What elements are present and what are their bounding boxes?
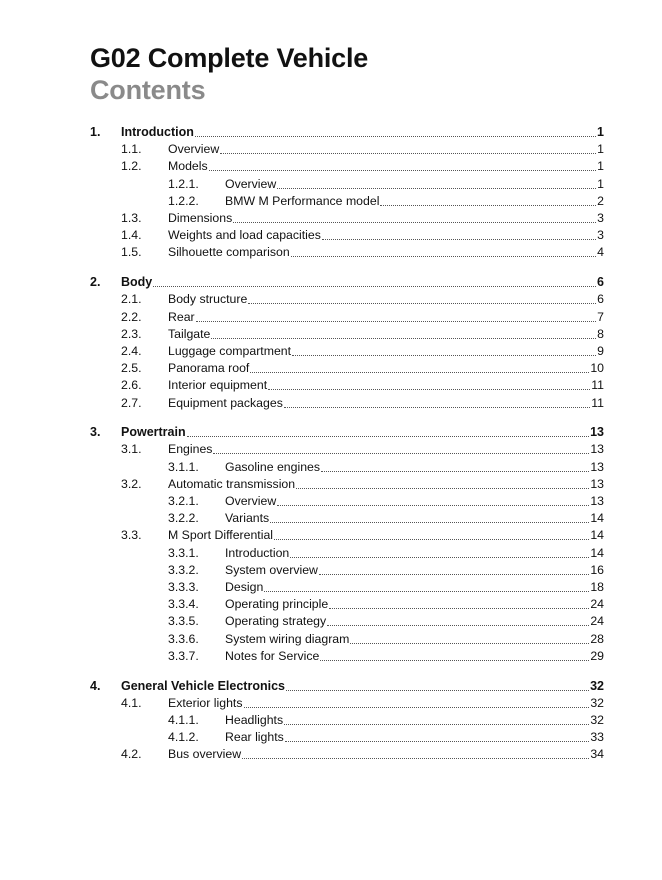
toc-entry-page: 28 bbox=[590, 631, 604, 646]
toc-entry[interactable] bbox=[0, 631, 604, 647]
toc-entry-label: Silhouette comparison bbox=[168, 245, 290, 260]
toc-entry-page: 29 bbox=[590, 648, 604, 663]
toc-entry[interactable] bbox=[0, 309, 604, 325]
toc-leader-dots bbox=[244, 706, 590, 708]
toc-entry-label: Overview bbox=[168, 142, 220, 157]
toc-leader-dots bbox=[211, 337, 596, 339]
toc-entry[interactable] bbox=[0, 158, 604, 174]
toc-entry[interactable] bbox=[0, 377, 604, 393]
toc-entry-page: 32 bbox=[590, 695, 604, 710]
toc-entry-number: 4.2. bbox=[121, 747, 142, 762]
toc-entry-number: 3.3.2. bbox=[168, 562, 199, 577]
toc-entry-page: 13 bbox=[590, 494, 604, 508]
toc-leader-dots bbox=[195, 135, 596, 137]
toc-entry-page: 34 bbox=[590, 747, 604, 762]
toc-entry[interactable] bbox=[0, 613, 604, 629]
toc-entry[interactable] bbox=[0, 596, 604, 612]
toc-entry-number: 2.7. bbox=[121, 395, 142, 410]
toc-entry-label: Gasoline engines bbox=[225, 459, 321, 474]
toc-entry-label: Panorama roof bbox=[168, 361, 250, 376]
toc-entry-page: 13 bbox=[590, 425, 604, 440]
toc-entry-number: 3.3.4. bbox=[168, 597, 199, 612]
toc-entry[interactable] bbox=[0, 441, 604, 457]
toc-entry-number: 4.1.1. bbox=[168, 712, 199, 727]
toc-entry-label: Tailgate bbox=[168, 326, 211, 341]
toc-leader-dots bbox=[285, 740, 590, 742]
toc-leader-dots bbox=[284, 723, 589, 725]
toc-entry-number: 1.1. bbox=[121, 142, 142, 157]
toc-entry-page: 32 bbox=[590, 678, 604, 693]
toc-entry[interactable] bbox=[0, 712, 604, 728]
toc-entry[interactable] bbox=[0, 326, 604, 342]
toc-leader-dots bbox=[277, 504, 589, 506]
toc-entry-number: 1.4. bbox=[121, 228, 142, 243]
toc-entry[interactable] bbox=[0, 360, 604, 376]
toc-entry[interactable] bbox=[0, 695, 604, 711]
toc-leader-dots bbox=[270, 521, 589, 523]
toc-entry[interactable] bbox=[0, 476, 604, 492]
toc-entry-page: 24 bbox=[590, 614, 604, 629]
contents-heading: Contents bbox=[90, 75, 206, 105]
toc-leader-dots bbox=[264, 590, 589, 592]
toc-entry[interactable] bbox=[0, 579, 604, 595]
toc-entry-number: 3.2.1. bbox=[168, 494, 199, 508]
toc-entry-page: 11 bbox=[591, 395, 604, 410]
toc-entry[interactable] bbox=[0, 527, 604, 543]
toc-entry-number: 1.3. bbox=[121, 211, 142, 225]
toc-entry-number: 4.1. bbox=[121, 695, 142, 710]
toc-leader-dots bbox=[274, 538, 589, 540]
toc-entry-label: Body bbox=[121, 275, 153, 290]
toc-entry[interactable] bbox=[0, 227, 604, 243]
toc-entry-page: 4 bbox=[597, 245, 604, 260]
toc-entry-page: 6 bbox=[597, 292, 604, 307]
toc-entry-number: 3.3.3. bbox=[168, 580, 199, 594]
toc-entry-label: Automatic transmission bbox=[168, 476, 296, 491]
toc-entry-label: Rear bbox=[168, 309, 195, 324]
toc-entry-number: 3.3. bbox=[121, 528, 142, 543]
toc-leader-dots bbox=[320, 659, 589, 661]
toc-entry-number: 3. bbox=[90, 425, 101, 440]
toc-entry[interactable] bbox=[0, 545, 604, 561]
toc-entry-number: 1.2.2. bbox=[168, 193, 199, 208]
toc-entry-label: Equipment packages bbox=[168, 395, 283, 410]
toc-entry[interactable] bbox=[0, 493, 604, 509]
toc-entry-page: 1 bbox=[597, 176, 604, 191]
toc-entry-label: System overview bbox=[225, 562, 318, 577]
toc-entry-page: 24 bbox=[590, 597, 604, 612]
toc-entry-label: Dimensions bbox=[168, 211, 233, 225]
toc-entry-label: Headlights bbox=[225, 712, 284, 727]
toc-entry-label: BMW M Performance model bbox=[225, 193, 380, 208]
toc-entry-page: 10 bbox=[590, 361, 604, 376]
toc-entry[interactable] bbox=[0, 244, 604, 260]
toc-entry-number: 3.1.1. bbox=[168, 459, 199, 474]
toc-leader-dots bbox=[286, 689, 589, 691]
toc-leader-dots bbox=[248, 302, 596, 304]
toc-leader-dots bbox=[319, 573, 589, 575]
toc-entry-label: General Vehicle Electronics bbox=[121, 678, 285, 693]
toc-entry-page: 11 bbox=[591, 378, 604, 393]
toc-entry-label: Exterior lights bbox=[168, 695, 243, 710]
toc-entry[interactable] bbox=[0, 678, 604, 694]
toc-entry-page: 32 bbox=[590, 712, 604, 727]
toc-entry-page: 13 bbox=[590, 442, 604, 457]
toc-entry-number: 4. bbox=[90, 678, 101, 693]
toc-leader-dots bbox=[213, 452, 589, 454]
toc-entry-label: Introduction bbox=[225, 545, 290, 560]
toc-entry-page: 3 bbox=[597, 228, 604, 243]
toc-entry-label: Introduction bbox=[121, 125, 194, 139]
toc-entry-number: 3.3.6. bbox=[168, 631, 199, 646]
toc-entry-number: 2.5. bbox=[121, 361, 142, 376]
toc-entry[interactable] bbox=[0, 343, 604, 359]
toc-entry-number: 3.2. bbox=[121, 476, 142, 491]
toc-entry[interactable] bbox=[0, 648, 604, 664]
toc-entry-number: 2.6. bbox=[121, 378, 142, 393]
toc-entry-page: 9 bbox=[597, 343, 604, 358]
toc-leader-dots bbox=[277, 187, 596, 189]
toc-leader-dots bbox=[268, 388, 590, 390]
toc-entry-number: 3.3.1. bbox=[168, 545, 199, 560]
toc-entry-page: 14 bbox=[590, 545, 604, 560]
toc-entry-number: 2.2. bbox=[121, 309, 142, 324]
toc-leader-dots bbox=[153, 285, 596, 287]
toc-entry-page: 1 bbox=[597, 125, 604, 139]
toc-entry[interactable] bbox=[0, 424, 604, 440]
toc-leader-dots bbox=[290, 556, 589, 558]
toc-leader-dots bbox=[321, 470, 589, 472]
toc-entry-page: 2 bbox=[597, 193, 604, 208]
toc-entry-label: Rear lights bbox=[225, 730, 284, 745]
toc-leader-dots bbox=[322, 238, 596, 240]
toc-entry-page: 7 bbox=[597, 309, 604, 324]
toc-entry-number: 1.2.1. bbox=[168, 176, 199, 191]
toc-entry-number: 3.2.2. bbox=[168, 511, 199, 526]
toc-entry-label: Body structure bbox=[168, 292, 248, 307]
toc-leader-dots bbox=[196, 320, 597, 322]
toc-entry[interactable] bbox=[0, 459, 604, 475]
toc-leader-dots bbox=[284, 406, 590, 408]
toc-leader-dots bbox=[296, 487, 589, 489]
toc-entry-number: 1.5. bbox=[121, 245, 142, 260]
toc-entry-number: 1.2. bbox=[121, 159, 142, 174]
toc-entry-page: 13 bbox=[590, 459, 604, 474]
toc-entry-number: 2. bbox=[90, 275, 101, 290]
toc-entry[interactable] bbox=[0, 176, 604, 192]
toc-entry-page: 8 bbox=[597, 326, 604, 341]
toc-leader-dots bbox=[380, 204, 596, 206]
toc-entry-label: Variants bbox=[225, 511, 270, 526]
toc-entry-label: M Sport Differential bbox=[168, 528, 274, 543]
toc-leader-dots bbox=[242, 757, 589, 759]
toc-entry[interactable] bbox=[0, 510, 604, 526]
toc-entry-page: 16 bbox=[590, 562, 604, 577]
toc-leader-dots bbox=[233, 221, 596, 223]
toc-entry-label: System wiring diagram bbox=[225, 631, 350, 646]
toc-entry-number: 3.3.5. bbox=[168, 614, 199, 629]
toc-leader-dots bbox=[291, 255, 596, 257]
toc-entry-number: 1. bbox=[90, 125, 101, 139]
document-title: G02 Complete Vehicle bbox=[90, 43, 369, 73]
toc-entry-label: Weights and load capacities bbox=[168, 228, 321, 243]
toc-leader-dots bbox=[350, 642, 589, 644]
toc-entry-page: 13 bbox=[590, 476, 604, 491]
toc-entry-label: Models bbox=[168, 159, 208, 174]
toc-entry[interactable] bbox=[0, 193, 604, 209]
toc-entry-label: Operating principle bbox=[225, 597, 329, 612]
toc-entry-label: Engines bbox=[168, 442, 213, 457]
toc-entry[interactable] bbox=[0, 210, 604, 226]
toc-entry-label: Overview bbox=[225, 494, 277, 508]
toc-entry-number: 2.1. bbox=[121, 292, 142, 307]
toc-entry[interactable] bbox=[0, 729, 604, 745]
toc-entry-number: 2.4. bbox=[121, 343, 142, 358]
toc-entry-label: Notes for Service bbox=[225, 648, 320, 663]
toc-entry[interactable] bbox=[0, 141, 604, 157]
toc-entry-page: 18 bbox=[590, 580, 604, 594]
toc-entry[interactable] bbox=[0, 562, 604, 578]
toc-entry-page: 6 bbox=[597, 275, 604, 290]
toc-leader-dots bbox=[220, 152, 596, 154]
toc-entry-page: 3 bbox=[597, 211, 604, 225]
toc-entry-number: 4.1.2. bbox=[168, 730, 199, 745]
toc-entry-page: 1 bbox=[597, 142, 604, 157]
toc-entry-label: Overview bbox=[225, 176, 277, 191]
toc-leader-dots bbox=[187, 435, 589, 437]
toc-leader-dots bbox=[250, 371, 589, 373]
toc-entry[interactable] bbox=[0, 395, 604, 411]
toc-entry-page: 14 bbox=[590, 511, 604, 526]
toc-entry[interactable] bbox=[0, 124, 604, 140]
toc-leader-dots bbox=[329, 607, 589, 609]
toc-entry-label: Powertrain bbox=[121, 425, 186, 440]
toc-leader-dots bbox=[209, 169, 597, 171]
toc-entry[interactable] bbox=[0, 746, 604, 762]
toc-entry[interactable] bbox=[0, 291, 604, 307]
toc-leader-dots bbox=[327, 624, 589, 626]
toc-leader-dots bbox=[292, 354, 596, 356]
toc-entry-label: Bus overview bbox=[168, 747, 242, 762]
toc-entry-label: Interior equipment bbox=[168, 378, 268, 393]
toc-entry-page: 33 bbox=[590, 730, 604, 745]
toc-entry-page: 1 bbox=[597, 159, 604, 174]
toc-entry[interactable] bbox=[0, 274, 604, 290]
toc-entry-number: 3.3.7. bbox=[168, 648, 199, 663]
toc-entry-page: 14 bbox=[590, 528, 604, 543]
toc-entry-label: Operating strategy bbox=[225, 614, 327, 629]
toc-entry-number: 2.3. bbox=[121, 326, 142, 341]
toc-entry-number: 3.1. bbox=[121, 442, 142, 457]
toc-entry-label: Luggage compartment bbox=[168, 343, 292, 358]
toc-entry-label: Design bbox=[225, 580, 264, 594]
